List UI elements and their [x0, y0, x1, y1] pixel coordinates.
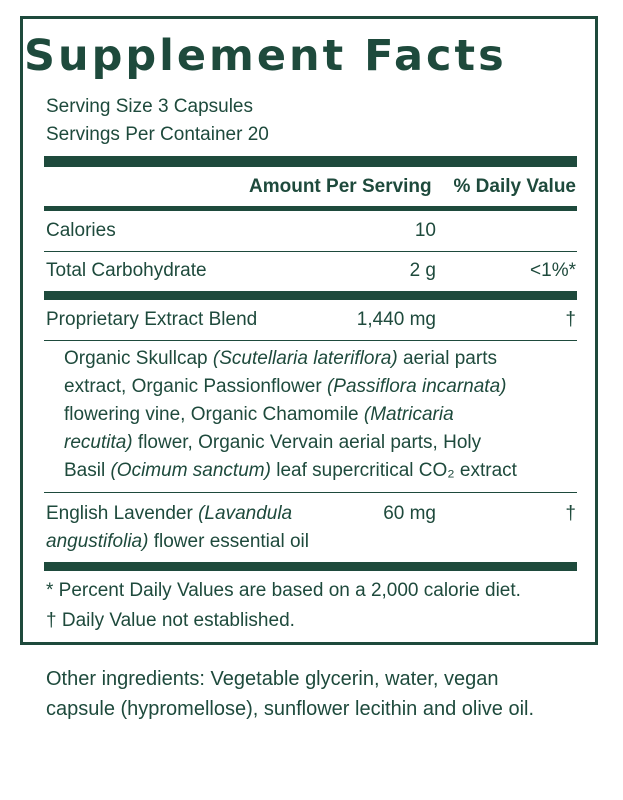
blend-ingredients — [64, 345, 517, 485]
medium-divider — [44, 206, 577, 211]
footnote-not-established: † Daily Value not established. — [46, 610, 295, 631]
blend-line: Organic Skullcap (Scutellaria lateriflora) aerial parts — [64, 348, 497, 369]
thick-divider — [44, 156, 577, 167]
row-blend-dv: † — [565, 309, 576, 330]
row-lavender-name — [46, 500, 309, 556]
footnote-daily-values: * Percent Daily Values are based on a 2,000 calorie diet. — [46, 580, 521, 601]
panel-title: Supplement Facts — [24, 31, 507, 81]
servings-per-container: Servings Per Container 20 — [46, 124, 269, 145]
row-carbohydrate-dv: <1%* — [530, 260, 576, 281]
thick-divider — [44, 291, 577, 300]
thick-divider — [44, 562, 577, 571]
row-divider — [44, 340, 577, 341]
blend-line: flowering vine, Organic Chamomile (Matricaria — [64, 404, 454, 425]
blend-line: recutita) flower, Organic Vervain aerial parts, Holy — [64, 432, 482, 453]
amount-per-serving-header: Amount Per Serving — [249, 176, 432, 197]
row-blend-name: Proprietary Extract Blend — [46, 309, 258, 330]
blend-line: extract, Organic Passionflower (Passiflora incarnata) — [64, 376, 507, 397]
row-carbohydrate-amount: 2 g — [409, 260, 436, 281]
row-calories-amount: 10 — [414, 220, 436, 241]
other-ingredients — [46, 664, 534, 724]
other-ingredients-line: Other ingredients: Vegetable glycerin, water, vegan — [46, 668, 499, 690]
row-blend-amount: 1,440 mg — [356, 309, 436, 330]
row-lavender-dv: † — [565, 503, 576, 524]
lavender-line: angustifolia) flower essential oil — [46, 531, 309, 552]
lavender-line: English Lavender (Lavandula — [46, 503, 293, 524]
row-divider — [44, 492, 577, 493]
row-calories-name: Calories — [46, 220, 116, 241]
other-ingredients-line: capsule (hypromellose), sunflower lecithin and olive oil. — [46, 698, 535, 720]
daily-value-header: % Daily Value — [453, 176, 576, 197]
blend-line: Basil (Ocimum sanctum) leaf supercritical CO₂ extract — [64, 460, 517, 481]
row-lavender-amount: 60 mg — [383, 503, 436, 524]
serving-size: Serving Size 3 Capsules — [46, 96, 253, 117]
row-divider — [44, 251, 577, 252]
row-carbohydrate-name: Total Carbohydrate — [46, 260, 207, 281]
